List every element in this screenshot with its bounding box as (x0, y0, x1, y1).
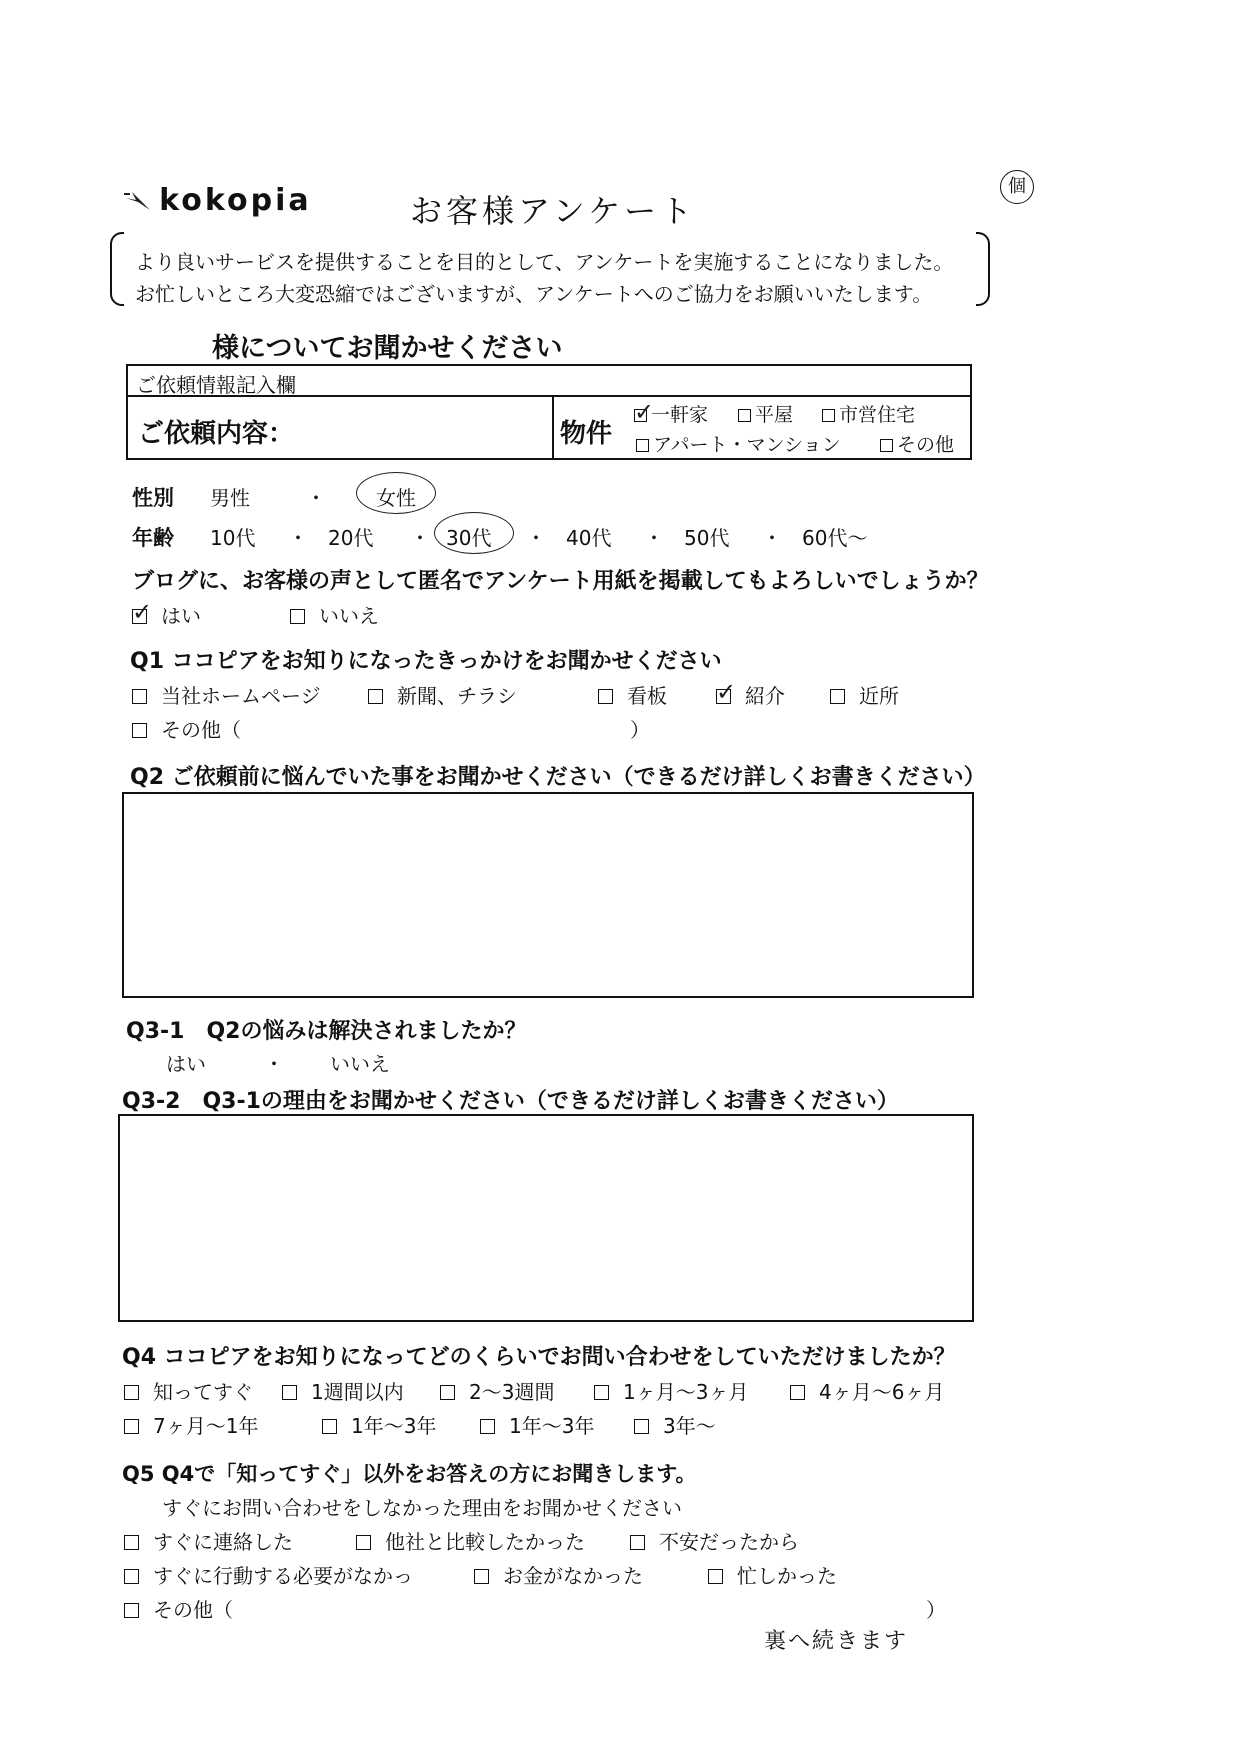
q2-answer-box[interactable] (122, 792, 974, 998)
checkbox[interactable] (356, 1535, 371, 1550)
property-option-other[interactable]: その他 (880, 430, 954, 457)
age-sep-3: ・ (526, 526, 546, 550)
checkbox[interactable] (440, 1385, 455, 1400)
q5-option-4[interactable]: すぐに行動する必要がなかっ (124, 1560, 413, 1589)
property-label: 物件 (560, 419, 613, 449)
checkbox[interactable] (636, 439, 649, 452)
logo-text: kokopia (159, 183, 312, 218)
q1-option-homepage[interactable]: 当社ホームページ (132, 680, 321, 709)
checkbox[interactable] (322, 1419, 337, 1434)
checkbox[interactable] (598, 689, 613, 704)
q4-option-9[interactable]: 3年～ (634, 1410, 716, 1439)
property-option-one-story[interactable]: 平屋 (738, 400, 793, 427)
q4-option-8[interactable]: 1年～3年 (480, 1410, 594, 1439)
checkbox[interactable] (124, 1385, 139, 1400)
q3-1-no[interactable]: いいえ (330, 1052, 390, 1076)
checkbox[interactable] (124, 1603, 139, 1618)
q5-option-3[interactable]: 不安だったから (630, 1526, 799, 1555)
age-sep-2: ・ (410, 526, 430, 550)
age-10s[interactable]: 10代 (210, 526, 256, 550)
age-label: 年齢 (132, 526, 174, 550)
footer-continue: 裏へ続きます (764, 1629, 909, 1654)
checkbox[interactable] (282, 1385, 297, 1400)
age-20s[interactable]: 20代 (328, 526, 374, 550)
gender-label: 性別 (132, 486, 174, 510)
blog-option-yes[interactable]: ✓ はい (132, 598, 201, 628)
logo-mark-icon (124, 188, 154, 214)
property-option-detached[interactable]: ✓ 一軒家 (634, 398, 709, 426)
q3-1-yes[interactable]: はい (166, 1052, 206, 1076)
request-content-label: ご依頼内容： (138, 419, 295, 449)
property-option-municipal[interactable]: 市営住宅 (822, 400, 915, 427)
gender-female[interactable]: 女性 (376, 486, 416, 510)
q5-option-other[interactable]: その他（ (124, 1594, 233, 1623)
checkbox[interactable] (830, 689, 845, 704)
gender-selected-circle (356, 472, 436, 514)
checkbox[interactable] (634, 1419, 649, 1434)
badge: 個 (1000, 170, 1034, 204)
q3-2-answer-box[interactable] (118, 1114, 974, 1322)
checkbox[interactable] (368, 689, 383, 704)
q1-other-close: ） (630, 718, 650, 742)
checkmark-icon: ✓ (634, 398, 655, 426)
gender-male[interactable]: 男性 (210, 486, 250, 510)
checkbox[interactable] (634, 398, 655, 426)
gender-separator: ・ (306, 486, 326, 510)
checkbox[interactable] (132, 598, 153, 626)
q5-option-6[interactable]: 忙しかった (708, 1560, 837, 1589)
q4-option-1[interactable]: 知ってすぐ (124, 1376, 253, 1405)
q4-option-6[interactable]: 7ヶ月～1年 (124, 1410, 258, 1439)
q5-subtext: すぐにお問い合わせをしなかった理由をお聞かせください (162, 1496, 682, 1520)
q5-option-1[interactable]: すぐに連絡した (124, 1526, 293, 1555)
q3-2-question: Q3-2 Q3-1の理由をお聞かせください（できるだけ詳しくお書きください） (122, 1089, 899, 1114)
blog-option-no[interactable]: いいえ (290, 600, 379, 629)
q4-option-7[interactable]: 1年～3年 (322, 1410, 436, 1439)
intro-bracket-left (110, 232, 124, 306)
checkbox[interactable] (480, 1419, 495, 1434)
age-50s[interactable]: 50代 (684, 526, 730, 550)
age-sep-4: ・ (644, 526, 664, 550)
blog-question: ブログに、お客様の声として匿名でアンケート用紙を掲載してもよろしいでしょうか？ (132, 569, 989, 594)
checkbox[interactable] (880, 439, 893, 452)
checkbox[interactable] (474, 1569, 489, 1584)
q2-question: Q2 ご依頼前に悩んでいた事をお聞かせください（できるだけ詳しくお書きください） (130, 765, 986, 790)
request-box-header: ご依頼情報記入欄 (136, 373, 296, 397)
q4-option-3[interactable]: 2～3週間 (440, 1376, 554, 1405)
q1-option-newspaper[interactable]: 新聞、チラシ (368, 680, 517, 709)
checkbox[interactable] (630, 1535, 645, 1550)
q5-other-close: ） (926, 1598, 946, 1622)
q5-question: Q5 Q4で「知ってすぐ」以外をお答えの方にお聞きします。 (122, 1462, 697, 1486)
checkbox[interactable] (790, 1385, 805, 1400)
q4-option-4[interactable]: 1ヶ月～3ヶ月 (594, 1376, 748, 1405)
q3-1-sep: ・ (264, 1052, 284, 1076)
age-30s[interactable]: 30代 (446, 526, 492, 550)
checkbox[interactable] (132, 723, 147, 738)
q5-option-5[interactable]: お金がなかった (474, 1560, 643, 1589)
checkmark-icon: ✓ (716, 678, 737, 706)
q1-option-neighborhood[interactable]: 近所 (830, 680, 899, 709)
request-box (126, 364, 972, 460)
q4-question: Q4 ココピアをお知りになってどのくらいでお問い合わせをしていただけましたか？ (122, 1345, 956, 1370)
age-selected-circle (434, 512, 514, 554)
property-option-apartment[interactable]: アパート・マンション (636, 430, 841, 457)
q1-option-referral[interactable]: ✓ 紹介 (716, 678, 785, 708)
q3-1-question: Q3-1 Q2の悩みは解決されましたか？ (126, 1019, 527, 1044)
q1-option-other[interactable]: その他（ (132, 714, 241, 743)
checkbox[interactable] (124, 1569, 139, 1584)
age-40s[interactable]: 40代 (566, 526, 612, 550)
page-title: お客様アンケート (410, 192, 697, 230)
checkbox[interactable] (132, 689, 147, 704)
checkbox[interactable] (124, 1419, 139, 1434)
q1-question: Q1 ココピアをお知りになったきっかけをお聞かせください (130, 649, 722, 674)
age-sep-1: ・ (288, 526, 308, 550)
checkbox[interactable] (124, 1535, 139, 1550)
checkbox[interactable] (822, 409, 835, 422)
age-sep-5: ・ (762, 526, 782, 550)
intro-line-2: お忙しいところ大変恐縮ではございますが、アンケートへのご協力をお願いいたします。 (135, 282, 933, 306)
checkbox[interactable] (738, 409, 751, 422)
checkbox[interactable] (594, 1385, 609, 1400)
logo (124, 183, 312, 217)
checkbox[interactable] (716, 678, 737, 706)
section-heading: 様についてお聞かせください (212, 333, 563, 364)
age-60s-plus[interactable]: 60代～ (802, 526, 868, 550)
checkmark-icon: ✓ (132, 598, 153, 626)
q4-option-2[interactable]: 1週間以内 (282, 1376, 404, 1405)
intro-bracket-right (976, 232, 990, 306)
q4-option-5[interactable]: 4ヶ月～6ヶ月 (790, 1376, 944, 1405)
q5-option-2[interactable]: 他社と比較したかった (356, 1526, 585, 1555)
q1-option-signboard[interactable]: 看板 (598, 680, 667, 709)
checkbox[interactable] (290, 609, 305, 624)
intro-line-1: より良いサービスを提供することを目的として、アンケートを実施することになりました。 (135, 250, 954, 274)
checkbox[interactable] (708, 1569, 723, 1584)
